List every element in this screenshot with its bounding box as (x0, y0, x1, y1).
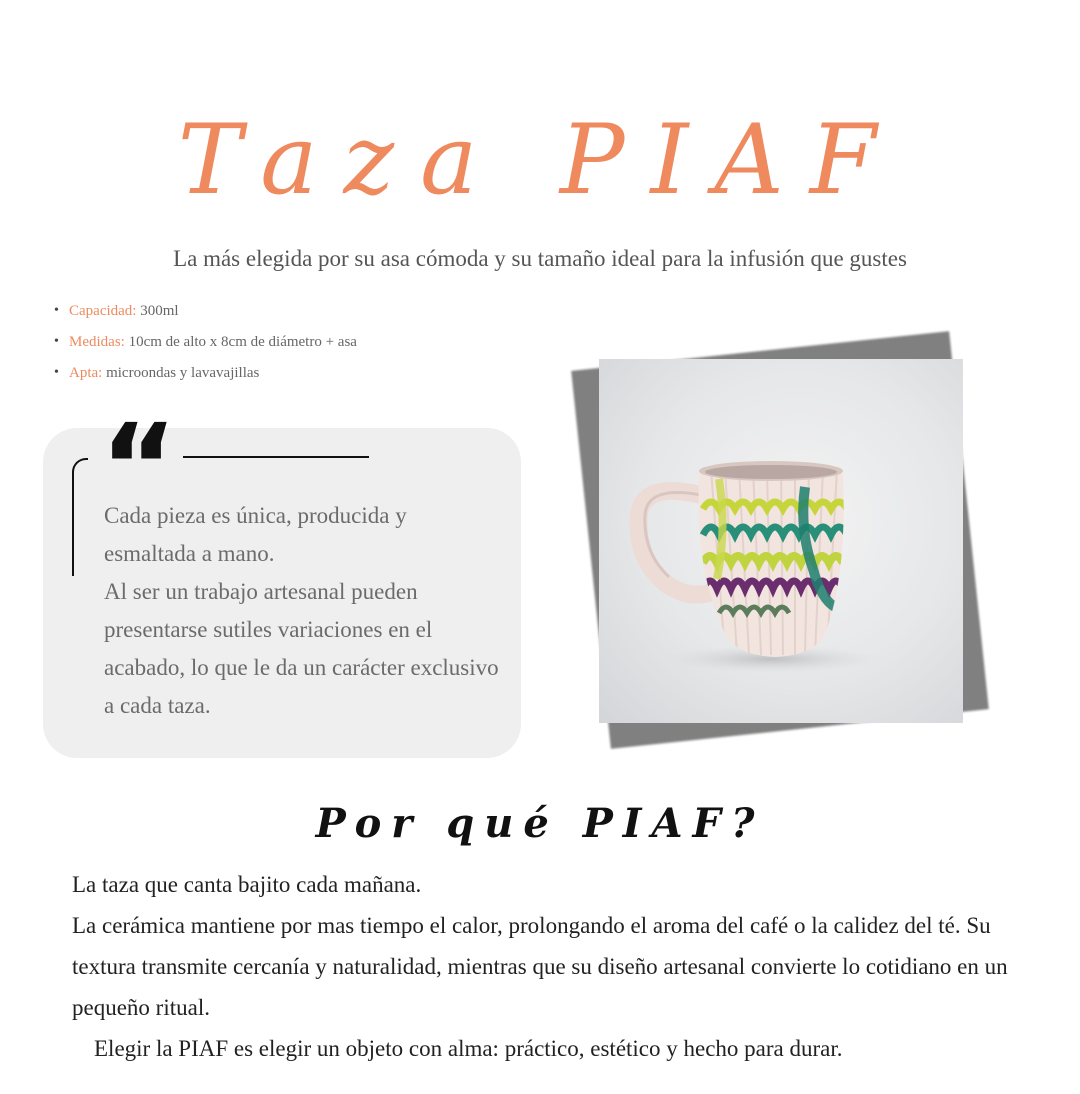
why-paragraph-tagline: La taza que canta bajito cada mañana. (72, 872, 422, 897)
product-photo (599, 359, 963, 723)
mug-icon (599, 359, 963, 723)
quote-divider (183, 456, 369, 458)
quote-bracket-decoration (72, 458, 88, 576)
why-piaf-text (72, 864, 1022, 1069)
bullet-icon: • (54, 365, 59, 380)
spec-item-capacity (52, 298, 357, 329)
spec-item-suitable (52, 360, 357, 391)
quote-line-unique: Cada pieza es única, producida y esmaltada a mano. (104, 503, 407, 566)
spec-key: Apta: (69, 365, 103, 381)
spec-key: Capacidad: (69, 303, 137, 319)
page-subtitle: La más elegida por su asa cómoda y su tamaño ideal para la infusión que gustes (173, 246, 907, 271)
spec-value: 300ml (140, 303, 179, 319)
why-paragraph-closing: Elegir la PIAF es elegir un objeto con alma: práctico, estético y hecho para durar. (94, 1036, 843, 1061)
bullet-icon: • (54, 334, 59, 349)
why-piaf-heading: Por qué PIAF? (315, 800, 765, 847)
quotation-mark-icon: “ (100, 398, 178, 536)
spec-key: Medidas: (69, 334, 125, 350)
page-title: Taza PIAF (177, 104, 903, 216)
quote-line-variations: Al ser un trabajo artesanal pueden presentarse sutiles variaciones en el acabado, lo que le da un carácter exclusivo a cada taza. (104, 579, 499, 718)
spec-value: 10cm de alto x 8cm de diámetro + asa (128, 334, 357, 350)
why-paragraph-ceramic: La cerámica mantiene por mas tiempo el calor, prolongando el aroma del café o la calidez del té. Su textura transmite cercanía y naturalidad, mientras que su diseño artesanal convierte lo cotidiano en un pequeño ritual. (72, 913, 1008, 1020)
quote-text (104, 497, 504, 725)
spec-value: microondas y lavavajillas (106, 365, 260, 381)
specs-list (52, 298, 357, 391)
bullet-icon: • (54, 303, 59, 318)
spec-item-dimensions (52, 329, 357, 360)
